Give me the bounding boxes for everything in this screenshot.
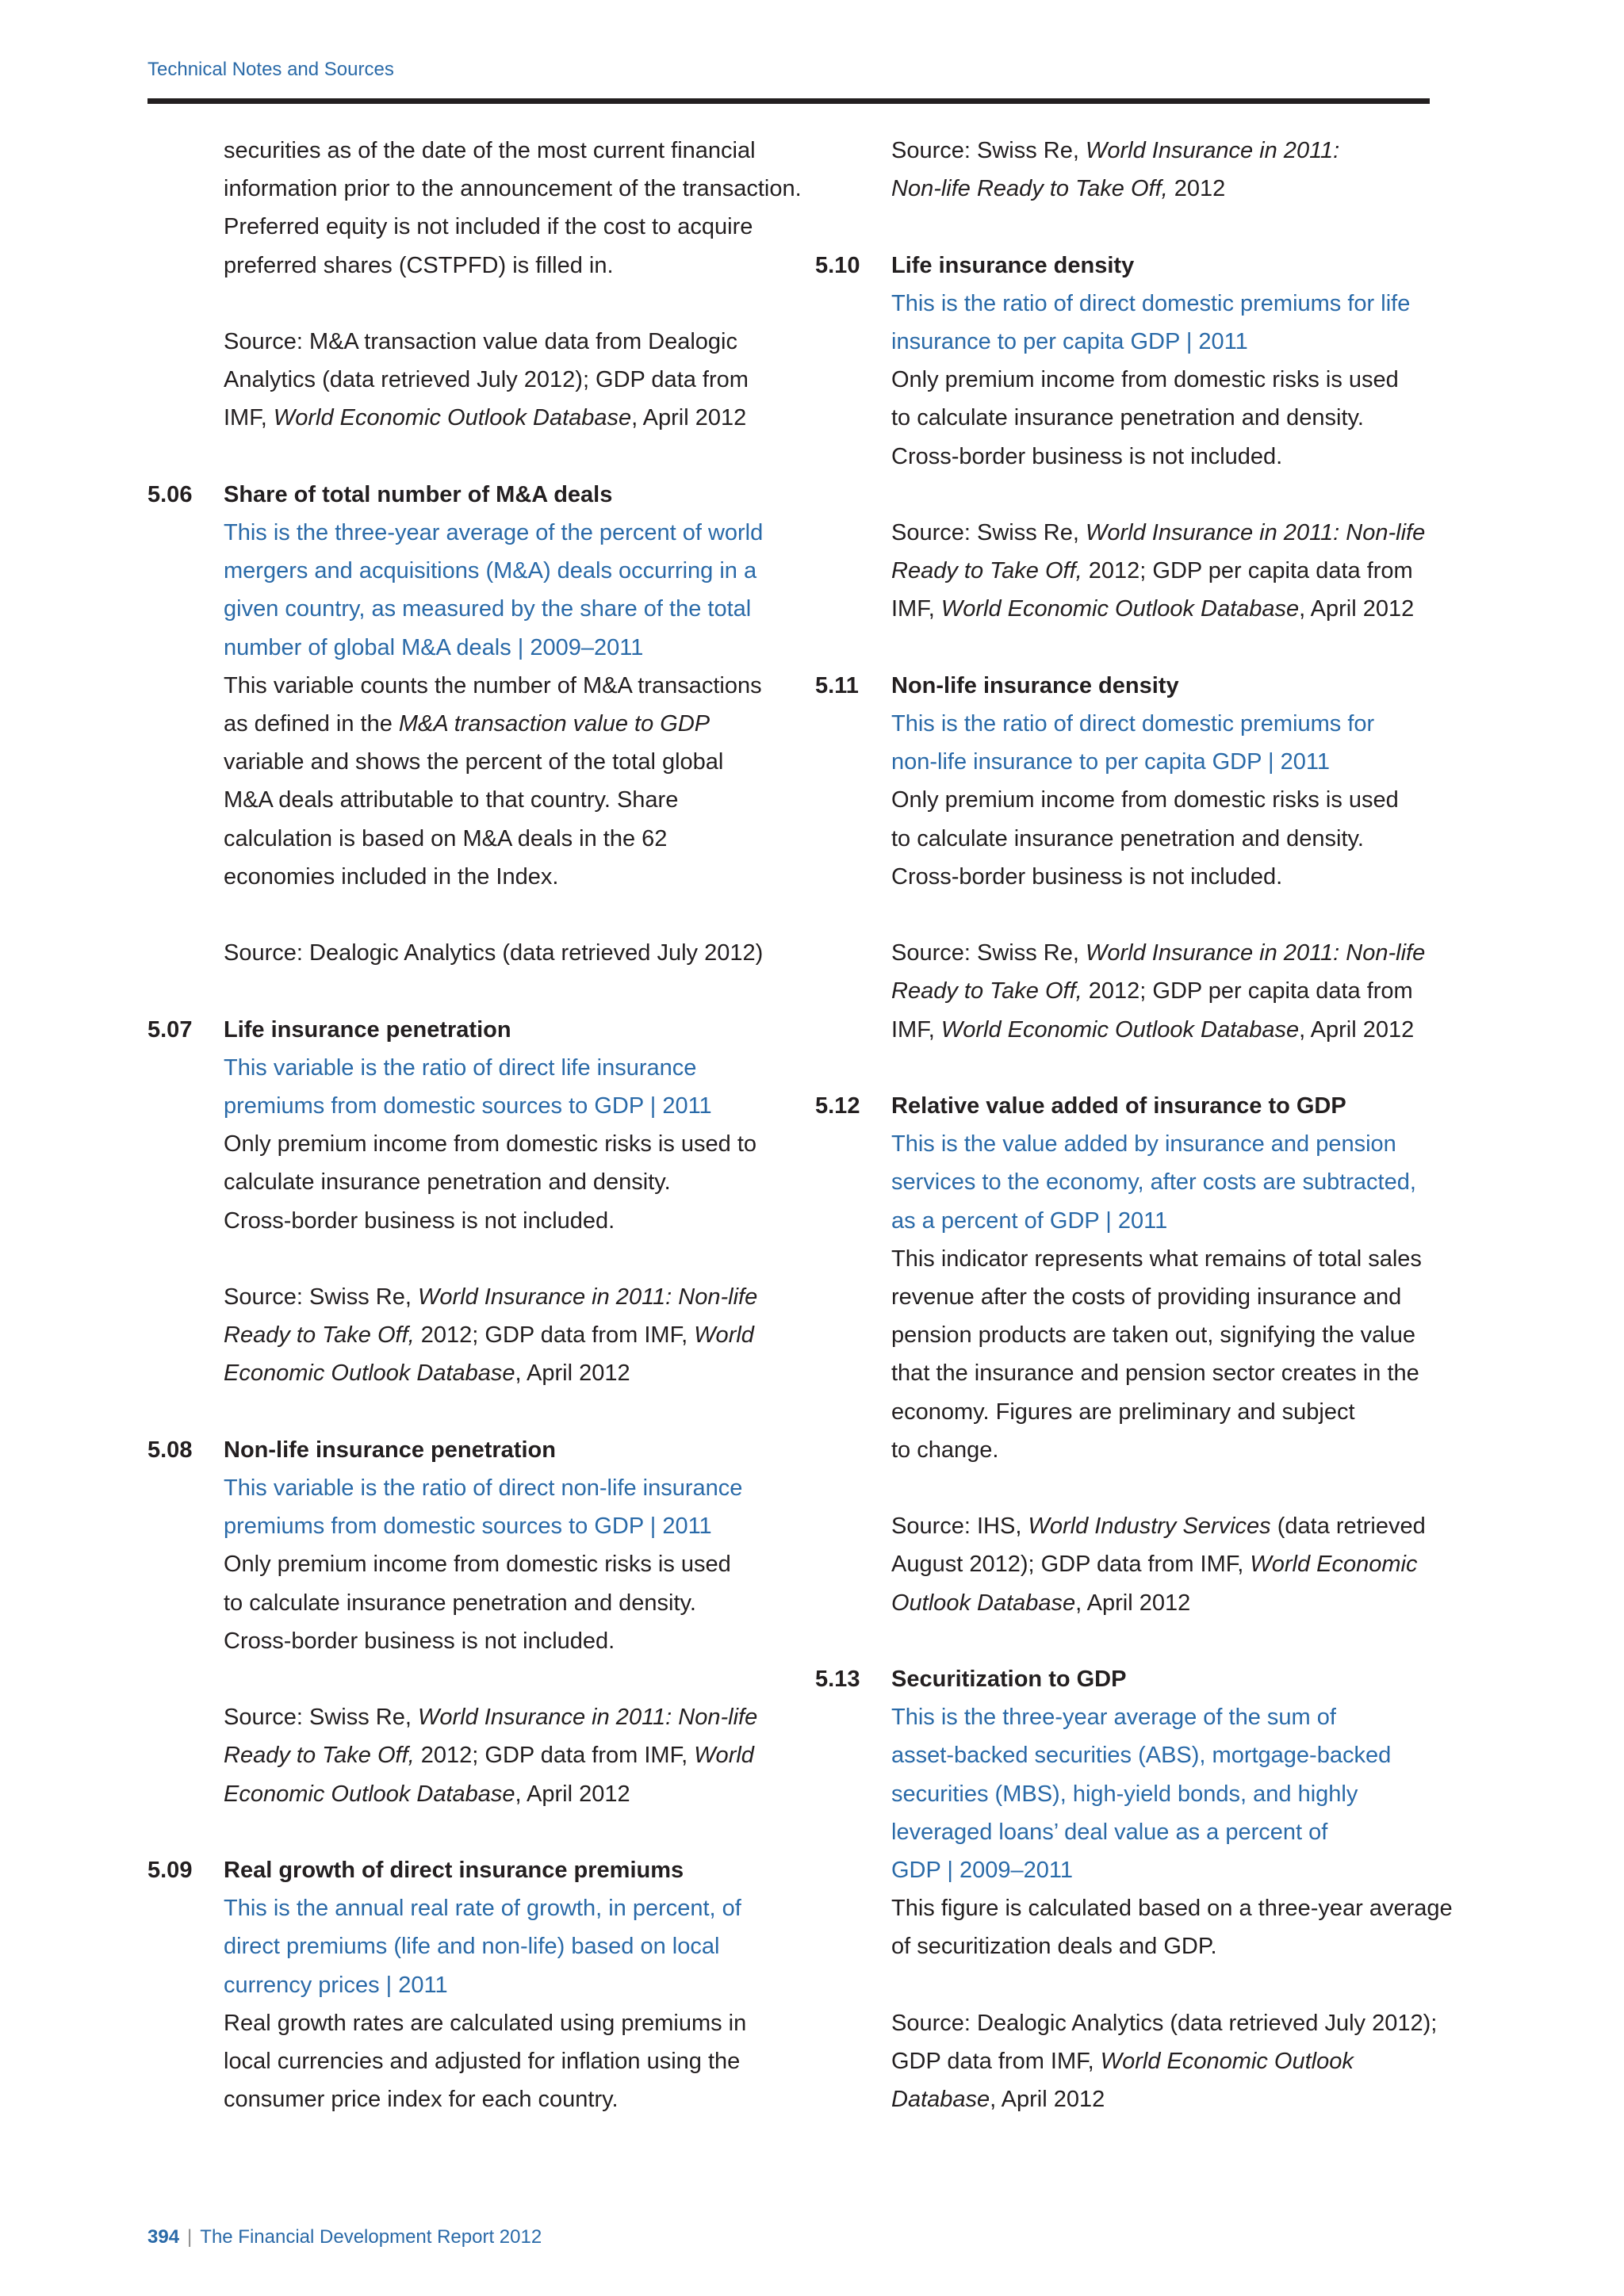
body-line: to calculate insurance penetration and density. <box>224 1590 696 1616</box>
entry-number: 5.06 <box>147 481 193 507</box>
page-footer <box>147 2226 542 2248</box>
source-line: Source: Swiss Re, World Insurance in 2011: Non-life <box>224 1284 758 1311</box>
body-line: revenue after the costs of providing insurance and <box>891 1284 1402 1311</box>
text-line: information prior to the announcement of the transaction. <box>224 176 802 202</box>
source-line: Source: Swiss Re, World Insurance in 2011: Non-life <box>891 940 1426 966</box>
source-line: Source: IHS, World Industry Services (data retrieved <box>891 1513 1426 1540</box>
body-line: Cross-border business is not included. <box>891 863 1283 890</box>
body-line: Only premium income from domestic risks is used to <box>224 1131 757 1158</box>
definition-line: This variable is the ratio of direct life insurance <box>224 1054 697 1081</box>
entry-number: 5.13 <box>815 1667 860 1693</box>
body-line: Real growth rates are calculated using premiums in <box>224 2010 747 2036</box>
entry-5-11 <box>815 667 1450 1049</box>
body-line: Cross-border business is not included. <box>224 1207 615 1234</box>
body-line: Only premium income from domestic risks is used <box>891 787 1399 813</box>
definition-line: given country, as measured by the share of the total <box>224 596 752 622</box>
source-line: IMF, World Economic Outlook Database, April 2012 <box>891 1016 1415 1043</box>
definition-line: premiums from domestic sources to GDP | 2011 <box>224 1093 712 1119</box>
entry-title: Non-life insurance penetration <box>224 1437 556 1463</box>
source-line: Ready to Take Off, 2012; GDP data from IMF, World <box>224 1322 754 1349</box>
entry-5-10 <box>815 247 1450 629</box>
definition-line: currency prices | 2011 <box>224 1972 448 1998</box>
body-line: M&A deals attributable to that country. Share <box>224 787 679 813</box>
entry-5-07 <box>147 1011 782 1393</box>
source-line: IMF, World Economic Outlook Database, April 2012 <box>891 596 1415 622</box>
source-line: Ready to Take Off, 2012; GDP per capita data from <box>891 978 1413 1004</box>
definition-line: insurance to per capita GDP | 2011 <box>891 329 1248 354</box>
body-line: of securitization deals and GDP. <box>891 1934 1217 1960</box>
body-line: calculate insurance penetration and density. <box>224 1169 671 1196</box>
text-line: securities as of the date of the most current financial <box>224 138 756 163</box>
body-line: as defined in the M&A transaction value to GDP <box>224 711 710 737</box>
entry-5-06 <box>147 476 782 973</box>
source-line: Source: Dealogic Analytics (data retrieved July 2012); <box>891 2010 1438 2036</box>
entry-5-09 <box>147 1851 782 2118</box>
body-line: economy. Figures are preliminary and subject <box>891 1399 1355 1425</box>
entry-number: 5.10 <box>815 252 860 278</box>
body-line: Cross-border business is not included. <box>891 443 1283 469</box>
running-head: Technical Notes and Sources <box>147 59 394 80</box>
definition-line: This is the value added by insurance and pension <box>891 1131 1396 1158</box>
source-line: August 2012); GDP data from IMF, World Economic <box>891 1552 1418 1578</box>
header-rule <box>147 98 1430 104</box>
definition-line: This is the three-year average of the sum of <box>891 1705 1336 1731</box>
source-line: Ready to Take Off, 2012; GDP per capita data from <box>891 558 1413 584</box>
continued-text <box>147 132 802 438</box>
entry-title: Non-life insurance density <box>891 672 1179 698</box>
text-line: preferred shares (CSTPFD) is filled in. <box>224 252 614 278</box>
definition-line: premiums from domestic sources to GDP | 2011 <box>224 1513 712 1540</box>
entry-number: 5.08 <box>147 1437 193 1463</box>
entry-5-12 <box>815 1087 1450 1622</box>
definition-line: number of global M&A deals | 2009–2011 <box>224 634 644 660</box>
source-line: IMF, World Economic Outlook Database, April 2012 <box>224 405 747 431</box>
definition-line: This is the three-year average of the percent of world <box>224 520 764 545</box>
entry-title: Relative value added of insurance to GDP <box>891 1093 1346 1119</box>
entry-5-08 <box>147 1431 782 1813</box>
body-line: calculation is based on M&A deals in the 62 <box>224 825 668 851</box>
definition-line: services to the economy, after costs are subtracted, <box>891 1169 1416 1196</box>
entry-title: Share of total number of M&A deals <box>224 481 613 507</box>
definition-line: GDP | 2009–2011 <box>891 1858 1073 1884</box>
body-line: local currencies and adjusted for inflation using the <box>224 2049 741 2075</box>
source-line: Source: Swiss Re, World Insurance in 2011: Non-life <box>891 520 1426 545</box>
definition-line: This variable is the ratio of direct non-life insurance <box>224 1475 743 1502</box>
report-title: The Financial Development Report 2012 <box>200 2226 542 2248</box>
entry-5-13 <box>815 1660 1453 2118</box>
source-line: Source: Swiss Re, World Insurance in 2011: Non-life <box>224 1705 758 1731</box>
source-line: Ready to Take Off, 2012; GDP data from IMF, World <box>224 1743 754 1769</box>
source-line: Source: M&A transaction value data from Dealogic <box>224 329 737 354</box>
continued-source <box>815 132 1450 208</box>
right-column <box>815 132 1453 2118</box>
body-line: economies included in the Index. <box>224 863 559 890</box>
entry-number: 5.09 <box>147 1858 193 1884</box>
body-line: Only premium income from domestic risks is used <box>891 367 1399 393</box>
body-line: to calculate insurance penetration and density. <box>891 825 1364 851</box>
body-line: consumer price index for each country. <box>224 2087 619 2113</box>
entry-number: 5.07 <box>147 1016 193 1043</box>
source-line: Source: Dealogic Analytics (data retrieved July 2012) <box>224 940 764 966</box>
body-line: that the insurance and pension sector creates in the <box>891 1360 1419 1387</box>
definition-line: asset-backed securities (ABS), mortgage-backed <box>891 1743 1392 1769</box>
source-line: Non-life Ready to Take Off, 2012 <box>891 176 1226 202</box>
body-line: variable and shows the percent of the total global <box>224 749 724 775</box>
source-line: Analytics (data retrieved July 2012); GDP data from <box>224 367 749 393</box>
definition-line: leveraged loans’ deal value as a percent of <box>891 1819 1328 1845</box>
source-line: Economic Outlook Database, April 2012 <box>224 1781 630 1807</box>
source-line: Database, April 2012 <box>891 2087 1105 2113</box>
source-line: Economic Outlook Database, April 2012 <box>224 1360 630 1387</box>
entry-number: 5.12 <box>815 1093 860 1119</box>
definition-line: This is the ratio of direct domestic premiums for <box>891 711 1375 737</box>
body-line: This variable counts the number of M&A transactions <box>224 672 762 698</box>
definition-line: as a percent of GDP | 2011 <box>891 1207 1168 1234</box>
text-line: Preferred equity is not included if the cost to acquire <box>224 214 753 240</box>
page-number: 394 <box>147 2226 180 2248</box>
entry-title: Life insurance density <box>891 252 1135 278</box>
entry-title: Securitization to GDP <box>891 1667 1127 1693</box>
source-line: Outlook Database, April 2012 <box>891 1590 1191 1616</box>
source-line: GDP data from IMF, World Economic Outlook <box>891 2049 1354 2075</box>
body-line: This indicator represents what remains of total sales <box>891 1246 1422 1272</box>
body-line: Cross-border business is not included. <box>224 1628 615 1654</box>
body-line: to change. <box>891 1437 999 1463</box>
definition-line: direct premiums (life and non-life) based on local <box>224 1934 720 1960</box>
left-column <box>147 132 802 2118</box>
definition-line: non-life insurance to per capita GDP | 2011 <box>891 749 1330 775</box>
entry-number: 5.11 <box>815 672 859 698</box>
definition-line: securities (MBS), high-yield bonds, and highly <box>891 1781 1358 1807</box>
footer-separator: | <box>187 2226 193 2248</box>
definition-line: This is the ratio of direct domestic premiums for life <box>891 290 1411 316</box>
definition-line: This is the annual real rate of growth, in percent, of <box>224 1896 741 1922</box>
body-line: to calculate insurance penetration and density. <box>891 405 1364 431</box>
body-line: This figure is calculated based on a three-year average <box>891 1896 1453 1922</box>
entry-title: Life insurance penetration <box>224 1016 511 1043</box>
body-line: pension products are taken out, signifying the value <box>891 1322 1415 1349</box>
entry-title: Real growth of direct insurance premiums <box>224 1858 684 1884</box>
source-line: Source: Swiss Re, World Insurance in 2011: <box>891 138 1340 163</box>
body-line: Only premium income from domestic risks is used <box>224 1552 731 1578</box>
definition-line: mergers and acquisitions (M&A) deals occurring in a <box>224 558 757 584</box>
